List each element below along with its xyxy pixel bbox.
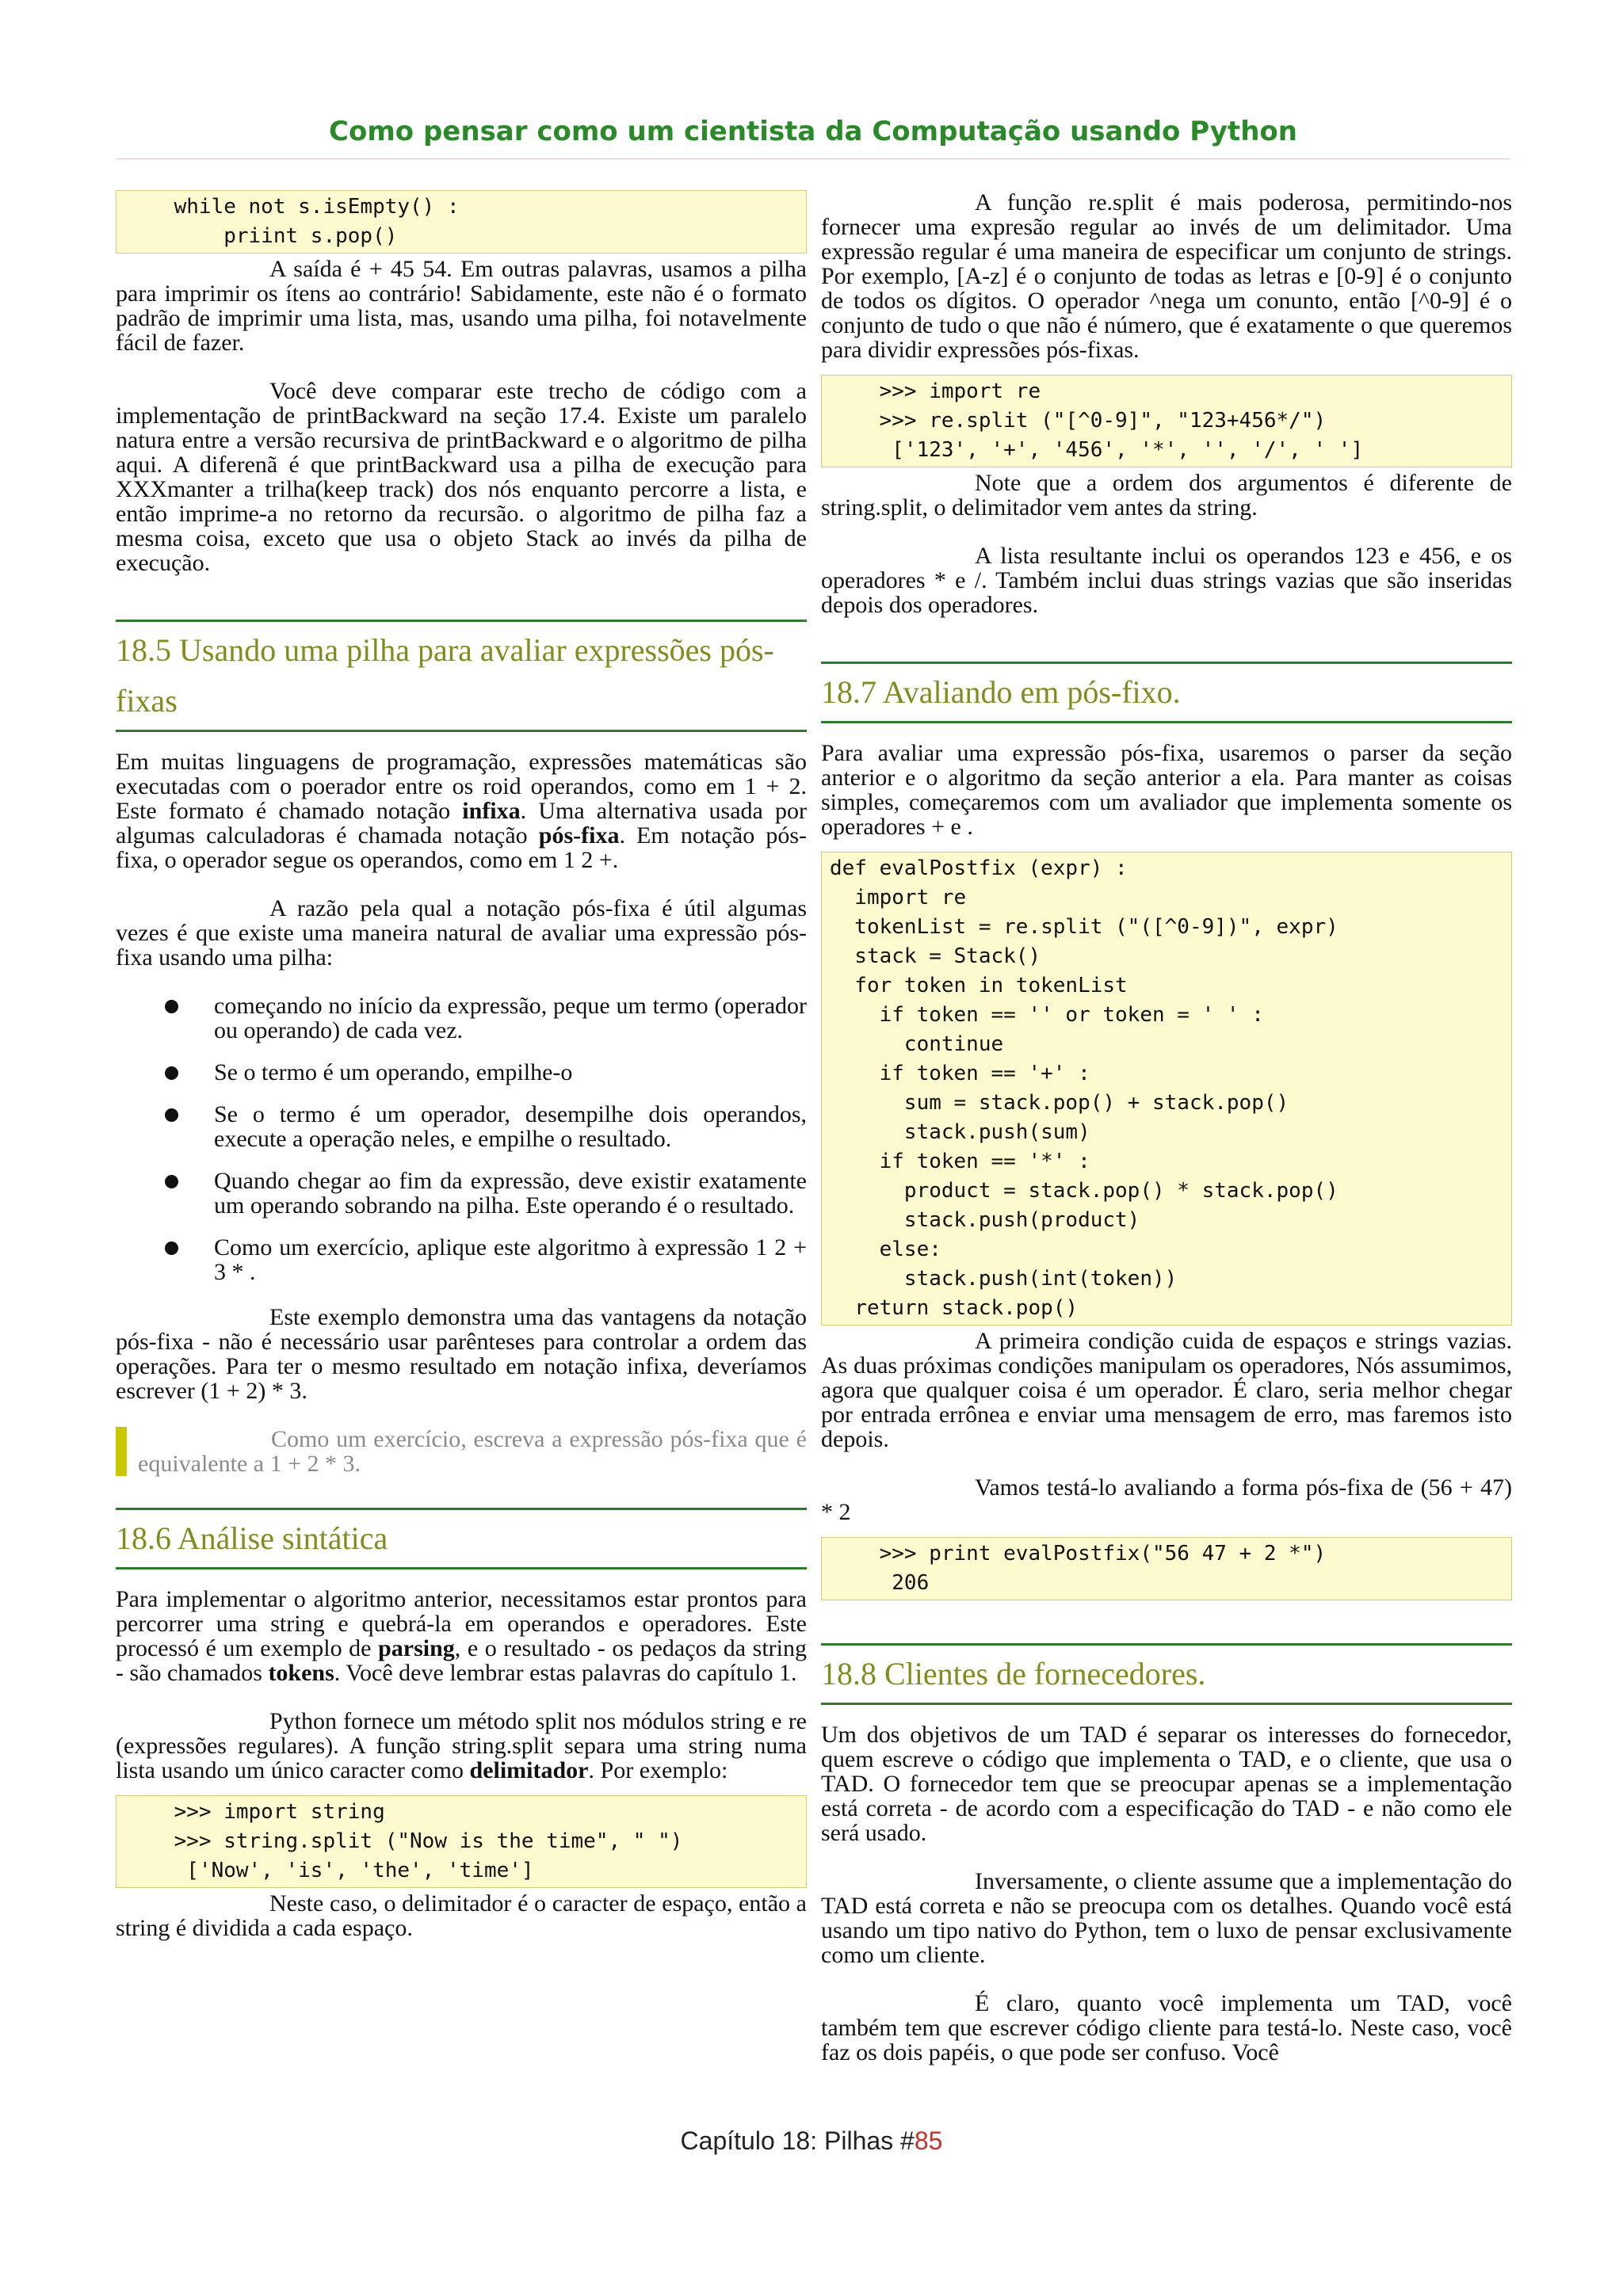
list-item <box>116 1235 807 1284</box>
bullet-icon <box>165 1066 178 1080</box>
code-line: priint s.pop() <box>124 224 398 248</box>
code-line: while not s.isEmpty() : <box>124 195 460 219</box>
code-line: stack.push(product) <box>830 1208 1140 1232</box>
paragraph-both-roles: É claro, quanto você implementa um TAD, você também tem que escrever código cliente para testá-lo. Neste caso, você faz os dois papéis, o que pode ser confuso. Você <box>821 1990 1512 2065</box>
code-line: >>> print evalPostfix("56 47 + 2 *") <box>830 1542 1327 1566</box>
text-run: . Uma alternativa usada por algumas calculadoras é chamada notação <box>116 798 807 849</box>
code-line: stack.push(int(token)) <box>830 1267 1178 1291</box>
code-block-eval-postfix <box>821 852 1512 1325</box>
paragraph-reason: A razão pela qual a notação pós-fixa é útil algumas vezes é que existe uma maneira natural de avaliar uma expressão pós-fixa usando uma pilha: <box>116 895 807 971</box>
paragraph-tad-goals: Um dos objetivos de um TAD é separar os interesses do fornecedor, quem escreve o código que implementa o TAD, e o cliente, que usa o TAD. O fornecedor tem que se preocupar apenas se a implementação está correta - de acordo com a especificação do TAD - e não como ele será usado. <box>821 1722 1512 1846</box>
text-run: . Você deve lembrar estas palavras do capítulo 1. <box>334 1660 797 1686</box>
list-item <box>116 1102 807 1151</box>
term-infixa: infixa <box>462 798 521 824</box>
code-line: >>> re.split ("[^0-9]", "123+456*/") <box>830 409 1327 433</box>
list-item <box>116 994 807 1043</box>
code-line: stack = Stack() <box>830 944 1041 968</box>
code-line: ['123', '+', '456', '*', '', '/', ' '] <box>830 438 1364 462</box>
code-line: if token == '+' : <box>830 1062 1090 1085</box>
term-tokens: tokens <box>268 1660 334 1686</box>
code-line: for token in tokenList <box>830 974 1128 997</box>
footer-chapter: Capítulo 18: Pilhas # <box>680 2126 915 2155</box>
bullet-icon <box>165 1175 178 1188</box>
exercise-callout: Como um exercício, escreva a expressão pós-fixa que é equivalente a 1 + 2 * 3. <box>116 1427 807 1476</box>
running-header: Como pensar como um cientista da Computação usando Python <box>116 109 1510 159</box>
paragraph-evaluate: Para avaliar uma expressão pós-fixa, usaremos o parser da seção anterior e o algoritmo da seção anterior a ela. Para manter as coisas simples, começaremos com um avaliador que implementa somente os operadores + e . <box>821 740 1512 840</box>
section-heading-18-5: 18.5 Usando uma pilha para avaliar expressões pós-fixas <box>116 620 807 732</box>
code-line: sum = stack.pop() + stack.pop() <box>830 1091 1289 1115</box>
paragraph-compare: Você deve comparar este trecho de código com a implementação de printBackward na seção 17.4. Existe um paralelo natura entre a versão recursiva de printBackward e o algoritmo de pilha aqui. A diferenã é que printBackward usa a pilha de execução para XXXmanter a trilha(keep track) dos nós enquanto percorre a lista, e então imprime-a no retorno da recursão. o algoritmo de pilha faz a mesma coisa, exceto que usa o objeto Stack ao invés da pilha de execução. <box>116 378 807 576</box>
right-column <box>821 190 1512 2088</box>
bullet-icon <box>165 1241 178 1255</box>
paragraph-test: Vamos testá-lo avaliando a forma pós-fixa de (56 + 47) * 2 <box>821 1474 1512 1525</box>
paragraph-re-split: A função re.split é mais poderosa, permitindo-nos fornecer uma expresão regular ao invés de um delimitador. Uma expressão regular é uma maneira de especificar um conjunto de strings. Por exemplo, [A-z] é o conjunto de todas as letras e [0-9] é o conjunto de todos os dígitos. O operador ^nega um conunto, então [^0-9] é o conjunto de tudo o que não é número, que é exatamente o que queremos para dividir expressões pós-fixas. <box>821 189 1512 363</box>
paragraph-client: Inversamente, o cliente assume que a implementação do TAD está correta e não se preocupa com os detalhes. Quando você está usando um tipo nativo do Python, tem o luxo de pensar exclusivamente como um cliente. <box>821 1868 1512 1968</box>
code-block-string-split <box>116 1795 807 1888</box>
code-line: import re <box>830 886 967 910</box>
paragraph-arg-order: Note que a ordem dos argumentos é diferente de string.split, o delimitador vem antes da string. <box>821 470 1512 521</box>
code-line: >>> import string <box>124 1800 385 1824</box>
code-line: return stack.pop() <box>830 1296 1079 1320</box>
section-heading-18-8: 18.8 Clientes de fornecedores. <box>821 1643 1512 1705</box>
code-block-re-split <box>821 375 1512 467</box>
text-run: Python fornece um método split nos módulos string e re (expressões regulares). A função string.split separa uma string numa lista usando um único caracter como <box>116 1708 807 1783</box>
paragraph-advantage: Este exemplo demonstra uma das vantagens da notação pós-fixa - não é necessário usar parênteses para controlar a ordem das operações. Para ter o mesmo resultado em notação infixa, deveríamos escrever (1 + 2) * 3. <box>116 1304 807 1404</box>
paragraph-result-list: A lista resultante inclui os operandos 123 e 456, e os operadores * e /. Também inclui duas strings vazias que são inseridas depois dos operadores. <box>821 543 1512 618</box>
list-item <box>116 1060 807 1085</box>
term-pos-fixa: pós-fixa <box>538 822 620 849</box>
text-run: , e o resultado - os pedaços da string - são chamados <box>116 1635 807 1686</box>
left-column <box>116 190 807 1964</box>
paragraph-infix <box>116 749 807 872</box>
paragraph-parsing <box>116 1587 807 1685</box>
code-line: def evalPostfix (expr) : <box>830 856 1128 880</box>
list-item-text: começando no início da expressão, peque um termo (operador ou operando) de cada vez. <box>214 993 807 1043</box>
term-parsing: parsing <box>378 1635 455 1661</box>
section-heading-18-7: 18.7 Avaliando em pós-fixo. <box>821 662 1512 723</box>
page-number: 85 <box>914 2126 943 2155</box>
bullet-icon <box>165 1108 178 1122</box>
code-line: >>> string.split ("Now is the time", " ") <box>124 1829 683 1853</box>
section-heading-18-6: 18.6 Análise sintática <box>116 1508 807 1569</box>
code-line: ['Now', 'is', 'the', 'time'] <box>124 1859 534 1882</box>
code-line: tokenList = re.split ("([^0-9])", expr) <box>830 915 1338 939</box>
code-block-eval-test <box>821 1537 1512 1600</box>
page-footer <box>0 2126 1623 2156</box>
algorithm-steps-list <box>116 994 807 1284</box>
paragraph-first-condition: A primeira condição cuida de espaços e strings vazias. As duas próximas condições manipulam os operadores, Nós assumimos, agora que qualquer coisa é um operador. É claro, seria melhor chegar por entrada errônea e enviar uma mensagem de erro, mas faremos isto depois. <box>821 1328 1512 1452</box>
text-run: . Em notação pós-fixa, o operador segue os operandos, como em 1 2 +. <box>116 822 807 873</box>
text-run: Em muitas linguagens de programação, expressões matemáticas são executadas com o poerador entre os roid operandos, como em 1 + 2. Este formato é chamado notação <box>116 749 807 824</box>
list-item-text: Se o termo é um operando, empilhe-o <box>214 1059 573 1085</box>
text-run: Para implementar o algoritmo anterior, necessitamos estar prontos para percorrer uma string e quebrá-la em operandos e operadores. Este processó é um exemplo de <box>116 1586 807 1661</box>
code-block-while-loop <box>116 190 807 254</box>
bullet-icon <box>165 1000 178 1013</box>
code-line: 206 <box>830 1571 930 1595</box>
list-item-text: Quando chegar ao fim da expressão, deve existir exatamente um operando sobrando na pilha. Este operando é o resultado. <box>214 1168 807 1219</box>
list-item <box>116 1169 807 1218</box>
code-line: if token == '*' : <box>830 1150 1090 1173</box>
term-delimitador: delimitador <box>469 1757 589 1783</box>
code-line: else: <box>830 1238 941 1261</box>
list-item-text: Se o termo é um operador, desempilhe dois operandos, execute a operação neles, e empilhe o resultado. <box>214 1101 807 1152</box>
code-line: >>> import re <box>830 379 1041 403</box>
code-line: continue <box>830 1032 1004 1056</box>
paragraph-split <box>116 1709 807 1783</box>
paragraph-output: A saída é + 45 54. Em outras palavras, usamos a pilha para imprimir os ítens ao contrário! Sabidamente, este não é o formato padrão de imprimir uma lista, mas, usando uma pilha, foi notavelmente fácil de fazer. <box>116 256 807 356</box>
code-line: if token == '' or token = ' ' : <box>830 1003 1264 1027</box>
spacer <box>821 1604 1512 1643</box>
paragraph-delimiter: Neste caso, o delimitador é o caracter de espaço, então a string é dividida a cada espaço. <box>116 1890 807 1941</box>
list-item-text: Como um exercício, aplique este algoritmo à expressão 1 2 + 3 * . <box>214 1234 807 1285</box>
code-line: product = stack.pop() * stack.pop() <box>830 1179 1338 1203</box>
text-run: . Por exemplo: <box>588 1757 728 1783</box>
code-line: stack.push(sum) <box>830 1120 1090 1144</box>
